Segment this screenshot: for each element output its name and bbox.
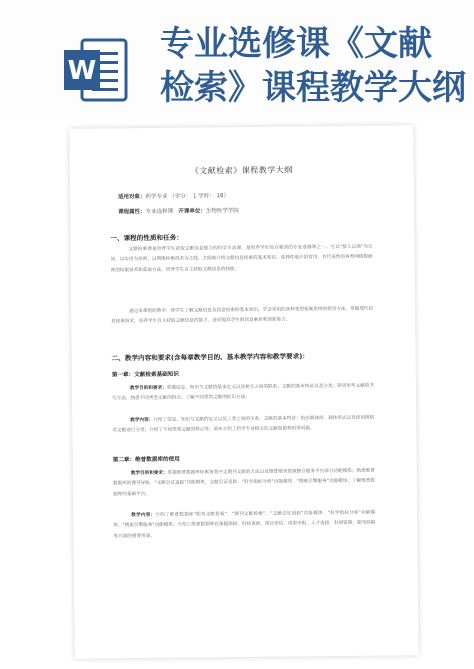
meta-object-label: 适用对象： (117, 194, 146, 201)
chapter2-content-label: 教学内容： (131, 512, 156, 519)
chapter1-content-label: 教学内容： (130, 417, 154, 424)
header-banner (0, 0, 474, 120)
document-page (69, 125, 419, 659)
banner-title (160, 22, 466, 110)
chapter1-goal (112, 382, 374, 405)
section1-paragraph-1: 文献检索课是培养学生获取文献信息能力的科学方法课，是培养学生综合素质的专业选修课之一。它以"授人以渔"为宗旨，以实用为原则，以网络检索技术为主线，主线地介绍文献信息检索的基本知识、选择性地介绍常用、有代表性的各类网络数据库的检索技术和获取方法，培养学生自主获取文献信息的技能。 (110, 244, 373, 273)
chapter2-content-text: 介绍了维普数据库"期刊文献检索"、"期刊文献检索"、"文献引证追踪"功能模块、"科学指标分析"功能模块、"搜索引擎服务"功能模块；介绍了维普数据库在课题调研、科技查新、项目评估、成果申报、人才选拔、科研管理、期刊投稿等方面的重要用途。 (113, 510, 376, 539)
meta-unit-label: 开课单位： (178, 208, 206, 215)
meta-applicable-object (118, 191, 229, 200)
chapter2-goal (113, 467, 375, 501)
word-document-icon (60, 34, 132, 106)
meta-object-value: 药学专业 （学分： 1 学时： 18） (145, 193, 229, 201)
meta-nature-label: 课程属性： (118, 209, 146, 216)
chapter1-goal-text: 掌握信息、知识与文献的基本定义以及相互之间的联系；文献的基本特征以及分类；期刊参考文献的书写方法，熟悉不同类型文献的特点；了解不同类型文献的标识方法。 (112, 383, 374, 402)
chapter1-goal-label: 教学目的和要求： (129, 385, 167, 392)
meta-unit-value: 生物医学学院 (205, 208, 239, 215)
document-title: 《文献检索》课程教学大纲 (190, 165, 293, 176)
chapter1-content (112, 414, 374, 437)
section1-paragraph-2: 通过本课程的教学，使学生了解文献信息及信息检索的基本知识，学会常用的各种类型检索系统的使用方法，掌握现代信息检索技术，培养学生自主获取文献信息的能力，进而提高学生的信息素质和创新能力。 (111, 306, 374, 325)
banner-title-line2: 检索》课程教学大纲 (160, 68, 466, 108)
chapter2-goal-text: 掌握维普数据库检索各类中文期刊文献的方法以及维普期刊资源整合服务平台部分功能模块；熟悉维普数据库的期刊导航、"文献引证追踪"功能模块，文献引证追踪、"科学指标分析"功能模块、"搜索引擎服务"功能模块；了解维普数据库的基础平台。 (112, 468, 375, 497)
chapter2-content (113, 509, 375, 543)
svg-text:W: W (67, 56, 97, 86)
meta-nature-value: 专业选修课 (145, 208, 174, 216)
meta-course-nature (118, 206, 239, 215)
chapter1-content-text: 介绍了信息、知识与文献的定义以及三者之间的关系，文献的基本特征：指出载体形、载体形式以及使用级别对文献进行分类；介绍了不同类型文献的特点等；简单介绍了药学专业相关的文献资源利用等问题。 (112, 415, 375, 434)
chapter2-heading: 第二章：维普数据库的使用 (112, 456, 180, 464)
section2-heading: 二、教学内容和要求(含每章教学目的、基本教学内容和教学要求)： (111, 352, 309, 363)
chapter1-heading: 第一章：文献检索基础知识 (111, 371, 179, 379)
banner-title-line1: 专业选修课《文献 (160, 24, 432, 64)
section1-heading: 一、课程的性质和任务： (110, 233, 183, 243)
chapter2-goal-label: 教学目的和要求： (130, 470, 168, 477)
